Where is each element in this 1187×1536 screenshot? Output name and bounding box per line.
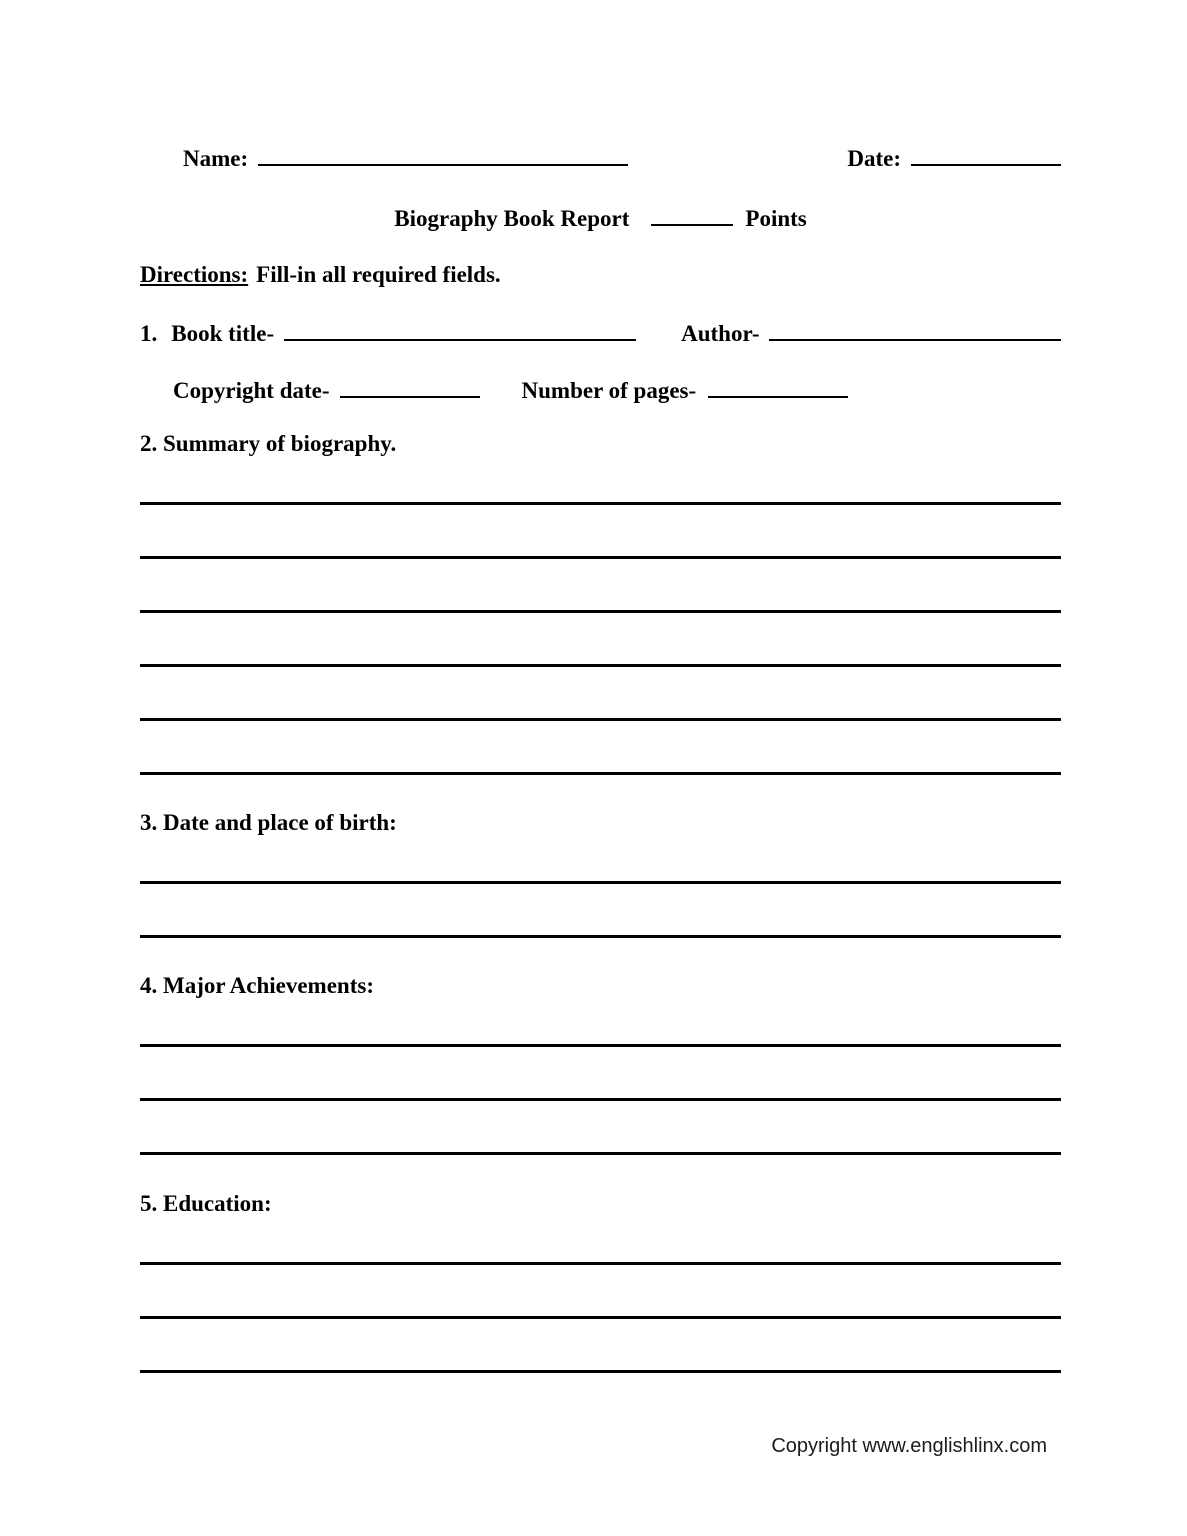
question-3-heading: 3. Date and place of birth: <box>140 810 397 835</box>
write-line[interactable] <box>140 459 1061 505</box>
question-4-heading: 4. Major Achievements: <box>140 973 374 998</box>
write-line[interactable] <box>140 1319 1061 1373</box>
question-3-lines <box>140 838 1061 938</box>
question-2-heading: 2. Summary of biography. <box>140 431 397 456</box>
write-line[interactable] <box>140 721 1061 775</box>
question-5-heading: 5. Education: <box>140 1191 272 1216</box>
book-title-field[interactable] <box>284 315 636 341</box>
name-label: Name: <box>183 146 249 171</box>
write-line[interactable] <box>140 613 1061 667</box>
question-2-lines <box>140 459 1061 775</box>
question-4-lines <box>140 1001 1061 1155</box>
date-field[interactable] <box>911 140 1061 166</box>
book-title-label: Book title- <box>171 321 275 346</box>
directions-text: Fill-in all required fields. <box>256 262 501 287</box>
title-row <box>140 200 1061 234</box>
write-line[interactable] <box>140 505 1061 559</box>
author-field[interactable] <box>769 315 1061 341</box>
page-title: Biography Book Report <box>394 206 630 231</box>
write-line[interactable] <box>140 1047 1061 1101</box>
question-1-row <box>140 315 1061 349</box>
copyright-date-row <box>173 372 1061 406</box>
pages-label: Number of pages- <box>521 378 697 403</box>
question-5-lines <box>140 1219 1061 1373</box>
header-row <box>183 140 1061 174</box>
name-field[interactable] <box>258 140 628 166</box>
copyright-date-field[interactable] <box>340 372 480 398</box>
write-line[interactable] <box>140 1001 1061 1047</box>
write-line[interactable] <box>140 884 1061 938</box>
write-line[interactable] <box>140 667 1061 721</box>
write-line[interactable] <box>140 1219 1061 1265</box>
write-line[interactable] <box>140 559 1061 613</box>
points-label: Points <box>745 206 807 231</box>
author-label: Author- <box>681 321 760 346</box>
write-line[interactable] <box>140 1101 1061 1155</box>
date-label: Date: <box>847 146 901 171</box>
write-line[interactable] <box>140 838 1061 884</box>
question-1-number: 1. <box>140 321 158 346</box>
pages-field[interactable] <box>708 372 848 398</box>
write-line[interactable] <box>140 1265 1061 1319</box>
copyright-footer: Copyright www.englishlinx.com <box>771 1435 1047 1457</box>
directions-label: Directions: <box>140 262 249 287</box>
points-field[interactable] <box>651 200 733 226</box>
directions-row <box>140 260 1061 290</box>
copyright-date-label: Copyright date- <box>173 378 330 403</box>
